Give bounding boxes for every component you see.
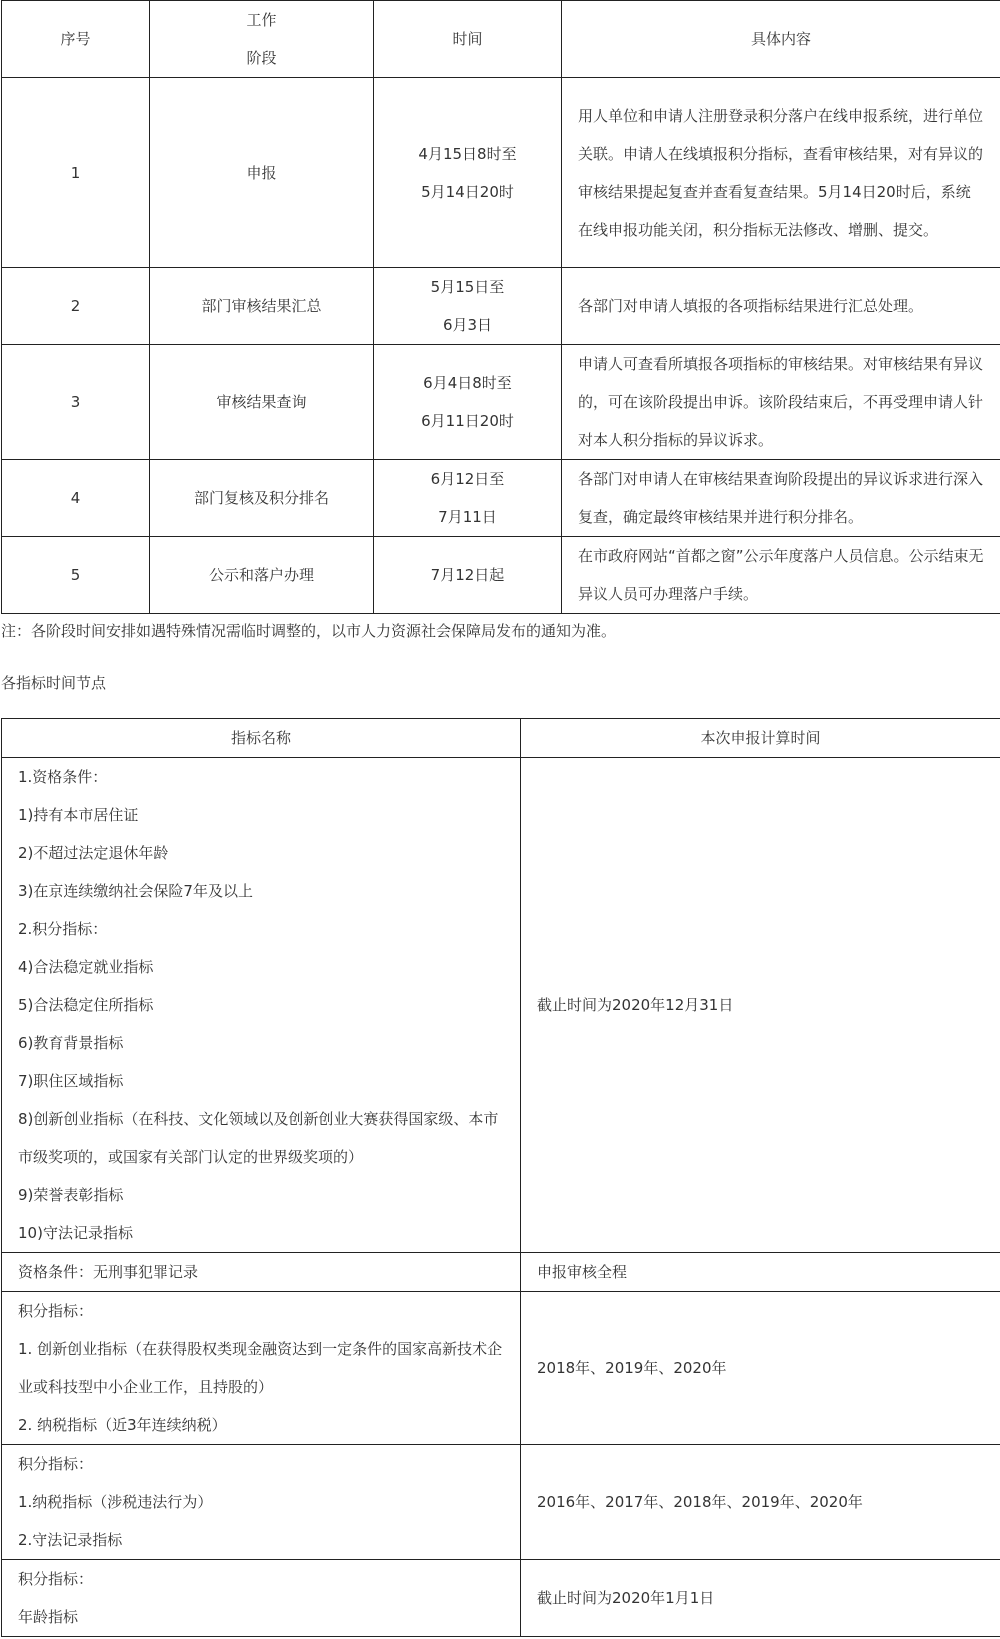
indicator-name: 资格条件：无刑事犯罪记录 (2, 1253, 521, 1292)
schedule-header-row (2, 1, 1000, 78)
table-row (2, 758, 1000, 1253)
indicator-line: 2. 纳税指标（近3年连续纳税） (18, 1416, 227, 1434)
row-content: 用人单位和申请人注册登录积分落户在线申报系统，进行单位关联。申请人在线填报积分指标，查看审核结果，对有异议的审核结果提起复查并查看复查结果。5月14日20时后，系统在线申报功能关闭，积分指标无法修改、增删、提交。 (562, 78, 1000, 268)
table-row (2, 460, 1000, 537)
indicator-line: 积分指标： (18, 1570, 94, 1588)
row-content: 各部门对申请人填报的各项指标结果进行汇总处理。 (562, 268, 1000, 345)
indicator-line: 积分指标： (18, 1302, 94, 1320)
indicator-line: 6)教育背景指标 (18, 1034, 124, 1052)
col-header-name: 指标名称 (2, 719, 521, 758)
table-row (2, 1445, 1000, 1560)
indicator-line: 2)不超过法定退休年龄 (18, 844, 169, 862)
row-time-line1: 6月4日8时至 (423, 374, 512, 392)
indicator-name (2, 1445, 521, 1560)
row-index: 4 (2, 460, 150, 537)
indicator-time: 2018年、2019年、2020年 (521, 1292, 1000, 1445)
schedule-table (1, 0, 1000, 614)
indicator-name (2, 1292, 521, 1445)
section-title: 各指标时间节点 (1, 674, 107, 692)
row-index: 5 (2, 537, 150, 614)
indicator-line: 1.纳税指标（涉税违法行为） (18, 1493, 213, 1511)
indicator-line: 1.资格条件： (18, 768, 108, 786)
footnote: 注：各阶段时间安排如遇特殊情况需临时调整的，以市人力资源社会保障局发布的通知为准。 (1, 622, 617, 640)
row-stage: 审核结果查询 (150, 345, 374, 460)
indicator-line: 3)在京连续缴纳社会保险7年及以上 (18, 882, 253, 900)
table-row (2, 537, 1000, 614)
row-content: 在市政府网站“首都之窗”公示年度落户人员信息。公示结束无异议人员可办理落户手续。 (562, 537, 1000, 614)
indicator-line: 4)合法稳定就业指标 (18, 958, 154, 976)
table-row (2, 345, 1000, 460)
row-stage: 申报 (150, 78, 374, 268)
indicator-line: 1. 创新创业指标（在获得股权类现金融资达到一定条件的国家高新技术企业或科技型中小企业工作，且持股的） (18, 1340, 503, 1396)
col-header-time: 时间 (374, 1, 562, 78)
row-content: 申请人可查看所填报各项指标的审核结果。对审核结果有异议的，可在该阶段提出申诉。该阶段结束后，不再受理申请人针对本人积分指标的异议诉求。 (562, 345, 1000, 460)
indicator-line: 2.积分指标： (18, 920, 108, 938)
indicator-line: 9)荣誉表彰指标 (18, 1186, 124, 1204)
indicator-time: 申报审核全程 (521, 1253, 1000, 1292)
indicator-name (2, 1560, 521, 1637)
row-time: 7月12日起 (374, 537, 562, 614)
indicator-time: 截止时间为2020年12月31日 (521, 758, 1000, 1253)
indicator-time: 截止时间为2020年1月1日 (521, 1560, 1000, 1637)
table-row (2, 268, 1000, 345)
indicator-line: 年龄指标 (18, 1608, 79, 1626)
row-time (374, 78, 562, 268)
row-time (374, 268, 562, 345)
table-row (2, 1292, 1000, 1445)
indicator-line: 10)守法记录指标 (18, 1224, 133, 1242)
indicator-line: 8)创新创业指标（在科技、文化领域以及创新创业大赛获得国家级、本市市级奖项的，或国家有关部门认定的世界级奖项的） (18, 1110, 499, 1166)
indicator-table (1, 718, 1000, 1637)
indicator-time: 2016年、2017年、2018年、2019年、2020年 (521, 1445, 1000, 1560)
col-header-content: 具体内容 (562, 1, 1000, 78)
row-time (374, 345, 562, 460)
col-header-index: 序号 (2, 1, 150, 78)
row-time-line2: 5月14日20时 (421, 182, 514, 201)
row-time-line1: 5月15日至 (430, 278, 505, 296)
col-header-stage (150, 1, 374, 78)
table-row (2, 1560, 1000, 1637)
indicator-line: 2.守法记录指标 (18, 1531, 123, 1549)
row-index: 1 (2, 78, 150, 268)
indicator-line: 7)职住区域指标 (18, 1072, 124, 1090)
row-stage: 部门复核及积分排名 (150, 460, 374, 537)
row-time-line2: 6月3日 (442, 316, 493, 334)
row-index: 3 (2, 345, 150, 460)
table-row (2, 78, 1000, 268)
indicator-line: 5)合法稳定住所指标 (18, 996, 154, 1014)
col-header-stage-line2: 阶段 (246, 49, 277, 67)
row-time (374, 460, 562, 537)
indicator-line: 1)持有本市居住证 (18, 806, 139, 824)
table-row (2, 1253, 1000, 1292)
row-stage: 公示和落户办理 (150, 537, 374, 614)
indicator-line: 积分指标： (18, 1455, 94, 1473)
row-time-line1: 4月15日8时至 (418, 144, 517, 163)
col-header-stage-line1: 工作 (246, 11, 277, 29)
row-stage: 部门审核结果汇总 (150, 268, 374, 345)
row-index: 2 (2, 268, 150, 345)
col-header-time: 本次申报计算时间 (521, 719, 1000, 758)
row-time-line1: 6月12日至 (430, 470, 505, 488)
indicator-header-row (2, 719, 1000, 758)
row-time-line2: 6月11日20时 (421, 412, 514, 430)
row-time-line2: 7月11日 (438, 508, 497, 526)
row-content: 各部门对申请人在审核结果查询阶段提出的异议诉求进行深入复查，确定最终审核结果并进行积分排名。 (562, 460, 1000, 537)
indicator-name (2, 758, 521, 1253)
